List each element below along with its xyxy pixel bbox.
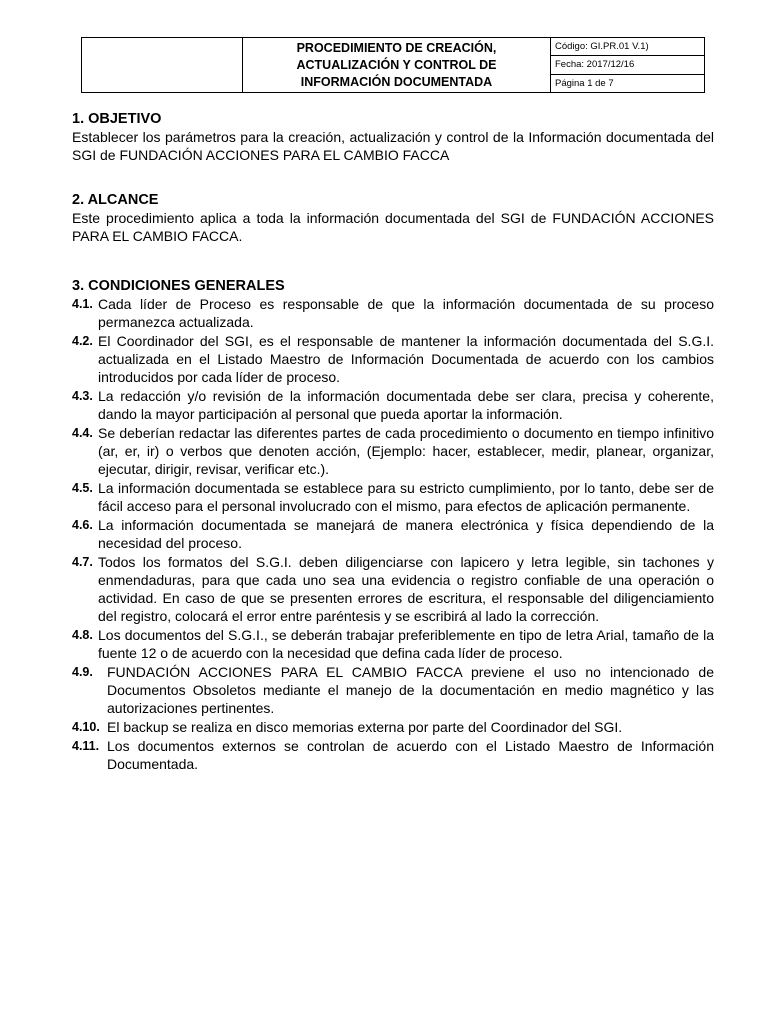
list-item (72, 387, 714, 423)
item-number: 4.9. (72, 665, 93, 679)
list-item (72, 553, 714, 625)
section-alcance (72, 191, 714, 245)
document-header-table (81, 37, 705, 93)
list-item (72, 295, 714, 331)
item-number: 4.3. (72, 389, 93, 403)
item-text: La redacción y/o revisión de la información documentada debe ser clara, precisa y coherente, dando la mayor participación al personal que pueda aportar la información. (98, 388, 714, 422)
page-number: Página 1 de 7 (555, 77, 614, 89)
document-code: Código: GI.PR.01 V.1) (551, 38, 704, 56)
item-text: Se deberían redactar las diferentes partes de cada procedimiento o documento en tiempo infinitivo (ar, er, ir) o verbos que denoten acción, (Ejemplo: hacer, establecer, medir, planear, organizar, ejecutar, dirigir, revisar, verificar etc.). (98, 425, 714, 477)
list-item (72, 718, 714, 736)
section-objetivo (72, 110, 714, 164)
document-date: Fecha: 2017/12/16 (551, 56, 704, 74)
item-text: La información documentada se manejará de manera electrónica y física dependiendo de la necesidad del proceso. (98, 517, 714, 551)
title-line: PROCEDIMIENTO DE CREACIÓN, (296, 40, 497, 55)
item-text: Los documentos externos se controlan de acuerdo con el Listado Maestro de Información Documentada. (107, 738, 714, 772)
item-text: El backup se realiza en disco memorias externa por parte del Coordinador del SGI. (107, 719, 623, 735)
section-text: Este procedimiento aplica a toda la información documentada del SGI de FUNDACIÓN ACCIONES PARA EL CAMBIO FACCA. (72, 210, 714, 244)
item-number: 4.4. (72, 426, 93, 440)
section-condiciones (72, 277, 714, 773)
section-title: 2. ALCANCE (72, 192, 159, 208)
item-text: Todos los formatos del S.G.I. deben diligenciarse con lapicero y letra legible, sin tachones y enmendaduras, para que cada uno sea una evidencia o registro confiable de una operación o actividad. En caso de que se presenten errores de escritura, el responsable del diligenciamiento del registro, colocará el error entre paréntesis y se escribirá al lado la corrección. (98, 554, 714, 624)
list-item (72, 479, 714, 515)
item-number: 4.8. (72, 628, 93, 642)
item-text: FUNDACIÓN ACCIONES PARA EL CAMBIO FACCA previene el uso no intencionado de Documentos Obsoletos mediante el manejo de la documentación en medio magnético y las autorizaciones pertinentes. (107, 664, 714, 716)
list-item (72, 737, 714, 773)
item-text: Los documentos del S.G.I., se deberán trabajar preferiblemente en tipo de letra Arial, tamaño de la fuente 12 o de acuerdo con la necesidad que defina cada líder de proceso. (98, 627, 714, 661)
document-title (243, 38, 551, 92)
item-text: La información documentada se establece para su estricto cumplimiento, por lo tanto, debe ser de fácil acceso para el personal involucrado con el mismo, para efectos de aplicación permanente. (98, 480, 714, 514)
list-item (72, 332, 714, 386)
list-item (72, 663, 714, 717)
item-text: Cada líder de Proceso es responsable de que la información documentada de su proceso permanezca actualizada. (98, 296, 714, 330)
section-text: Establecer los parámetros para la creación, actualización y control de la Información documentada del SGI de FUNDACIÓN ACCIONES PARA EL CAMBIO FACCA (72, 129, 714, 163)
item-number: 4.6. (72, 518, 93, 532)
item-text: El Coordinador del SGI, es el responsable de mantener la información documentada del S.G.I. actualizada en el Listado Maestro de Información Documentada de acuerdo con los cambios introducidos por cada líder de proceso. (98, 333, 714, 385)
document-meta (551, 38, 704, 92)
title-line: INFORMACIÓN DOCUMENTADA (300, 74, 493, 89)
logo-cell (82, 38, 243, 92)
item-number: 4.10. (72, 720, 100, 734)
list-item (72, 516, 714, 552)
item-number: 4.11. (72, 739, 100, 753)
list-item (72, 424, 714, 478)
title-line: ACTUALIZACIÓN Y CONTROL DE (296, 57, 497, 72)
section-title: 1. OBJETIVO (72, 111, 162, 127)
document-body (72, 110, 714, 774)
item-number: 4.2. (72, 334, 93, 348)
item-number: 4.1. (72, 297, 93, 311)
section-title: 3. CONDICIONES GENERALES (72, 278, 285, 294)
item-number: 4.7. (72, 555, 93, 569)
list-item (72, 626, 714, 662)
item-number: 4.5. (72, 481, 93, 495)
